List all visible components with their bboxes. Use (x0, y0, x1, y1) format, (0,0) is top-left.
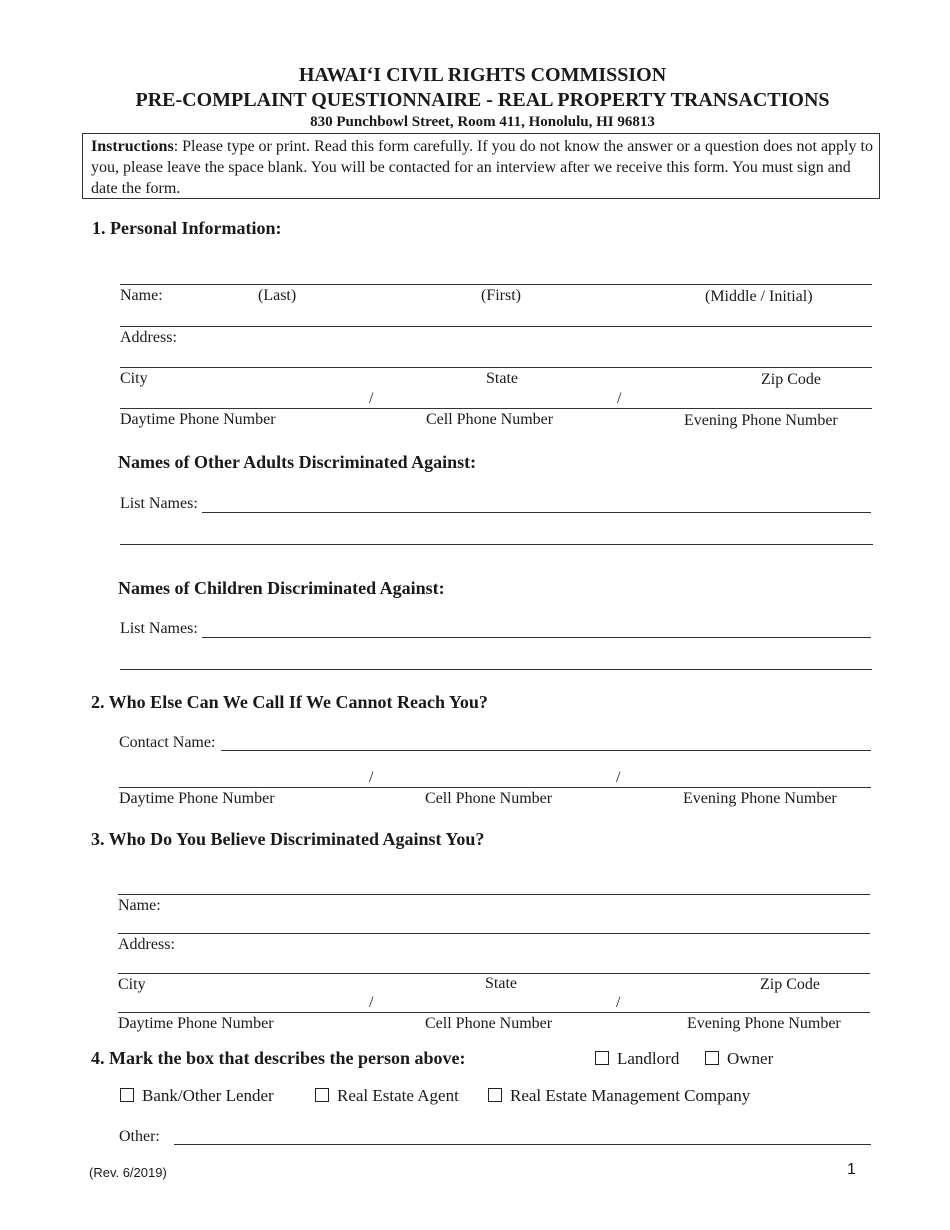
evening-phone-label: Evening Phone Number (684, 412, 838, 429)
contact-name-label: Contact Name: (119, 734, 216, 751)
phone-field[interactable] (120, 408, 872, 409)
name-label: Name: (120, 287, 163, 304)
section-1-title: 1. Personal Information: (92, 218, 282, 238)
management-company-label: Real Estate Management Company (510, 1086, 751, 1105)
daytime-phone-label: Daytime Phone Number (120, 411, 276, 428)
real-estate-agent-label: Real Estate Agent (337, 1086, 459, 1105)
form-org-title: HAWAIʻI CIVIL RIGHTS COMMISSION (298, 64, 667, 86)
checkbox-icon (595, 1051, 609, 1065)
checkbox-icon (120, 1088, 134, 1102)
respondent-name-field[interactable] (118, 894, 870, 895)
revision-date: (Rev. 6/2019) (89, 1165, 167, 1180)
respondent-city-field[interactable] (118, 973, 870, 974)
city-state-zip-field[interactable] (120, 367, 872, 368)
checkbox-icon (315, 1088, 329, 1102)
respondent-address-label: Address: (118, 936, 175, 953)
evening-phone-label: Evening Phone Number (687, 1015, 841, 1032)
phone-separator: / (369, 994, 374, 1011)
instructions-box (82, 133, 880, 199)
daytime-phone-label: Daytime Phone Number (119, 790, 275, 807)
other-label: Other: (119, 1128, 160, 1145)
city-label: City (118, 976, 146, 993)
section-4-title: 4. Mark the box that describes the person above: (91, 1048, 466, 1068)
section-2-title: 2. Who Else Can We Call If We Cannot Reach You? (91, 692, 488, 712)
phone-separator: / (369, 390, 374, 407)
bank-lender-checkbox[interactable] (120, 1086, 274, 1106)
state-label: State (485, 975, 517, 992)
form-title: PRE-COMPLAINT QUESTIONNAIRE - REAL PROPERTY TRANSACTIONS (135, 89, 830, 111)
form-address: 830 Punchbowl Street, Room 411, Honolulu, HI 96813 (310, 114, 655, 130)
cell-phone-label: Cell Phone Number (425, 790, 553, 807)
instructions-text: : Please type or print. Read this form carefully. If you do not know the answer or a question does not apply to you, please leave the space blank. You will be contacted for an interview after we receive this form. You must sign and date the form. (91, 138, 873, 197)
last-label: (Last) (258, 287, 297, 304)
children-list-field[interactable] (202, 637, 871, 638)
city-label: City (120, 370, 148, 387)
checkbox-icon (488, 1088, 502, 1102)
landlord-checkbox[interactable] (595, 1049, 679, 1069)
respondent-name-label: Name: (118, 897, 161, 914)
instructions-label: Instructions (91, 138, 174, 155)
section-3-title: 3. Who Do You Believe Discriminated Against You? (91, 829, 485, 849)
first-label: (First) (481, 287, 521, 304)
cell-phone-label: Cell Phone Number (425, 1015, 553, 1032)
address-field[interactable] (120, 326, 872, 327)
cell-phone-label: Cell Phone Number (426, 411, 554, 428)
daytime-phone-label: Daytime Phone Number (118, 1015, 274, 1032)
zip-label: Zip Code (761, 371, 821, 388)
contact-phone-field[interactable] (119, 787, 871, 788)
bank-lender-label: Bank/Other Lender (142, 1086, 274, 1105)
phone-separator: / (616, 769, 621, 786)
phone-separator: / (617, 390, 622, 407)
respondent-address-field[interactable] (118, 933, 870, 934)
middle-label: (Middle / Initial) (705, 288, 813, 305)
address-label: Address: (120, 329, 177, 346)
children-heading: Names of Children Discriminated Against: (118, 578, 445, 598)
other-field[interactable] (174, 1144, 871, 1145)
owner-label: Owner (727, 1049, 774, 1068)
adults-list-field[interactable] (202, 512, 871, 513)
adults-list-field-2[interactable] (120, 544, 873, 545)
phone-separator: / (616, 994, 621, 1011)
state-label: State (486, 370, 518, 387)
name-field[interactable] (120, 284, 872, 285)
owner-checkbox[interactable] (705, 1049, 773, 1069)
children-list-field-2[interactable] (120, 669, 872, 670)
respondent-phone-field[interactable] (118, 1012, 870, 1013)
real-estate-agent-checkbox[interactable] (315, 1086, 459, 1106)
phone-separator: / (369, 769, 374, 786)
page-number: 1 (847, 1161, 856, 1178)
other-adults-heading: Names of Other Adults Discriminated Against: (118, 452, 477, 472)
contact-name-field[interactable] (221, 750, 871, 751)
children-list-label: List Names: (120, 620, 198, 637)
management-company-checkbox[interactable] (488, 1086, 750, 1106)
evening-phone-label: Evening Phone Number (683, 790, 837, 807)
adults-list-label: List Names: (120, 495, 198, 512)
zip-label: Zip Code (760, 976, 820, 993)
landlord-label: Landlord (617, 1049, 680, 1068)
checkbox-icon (705, 1051, 719, 1065)
